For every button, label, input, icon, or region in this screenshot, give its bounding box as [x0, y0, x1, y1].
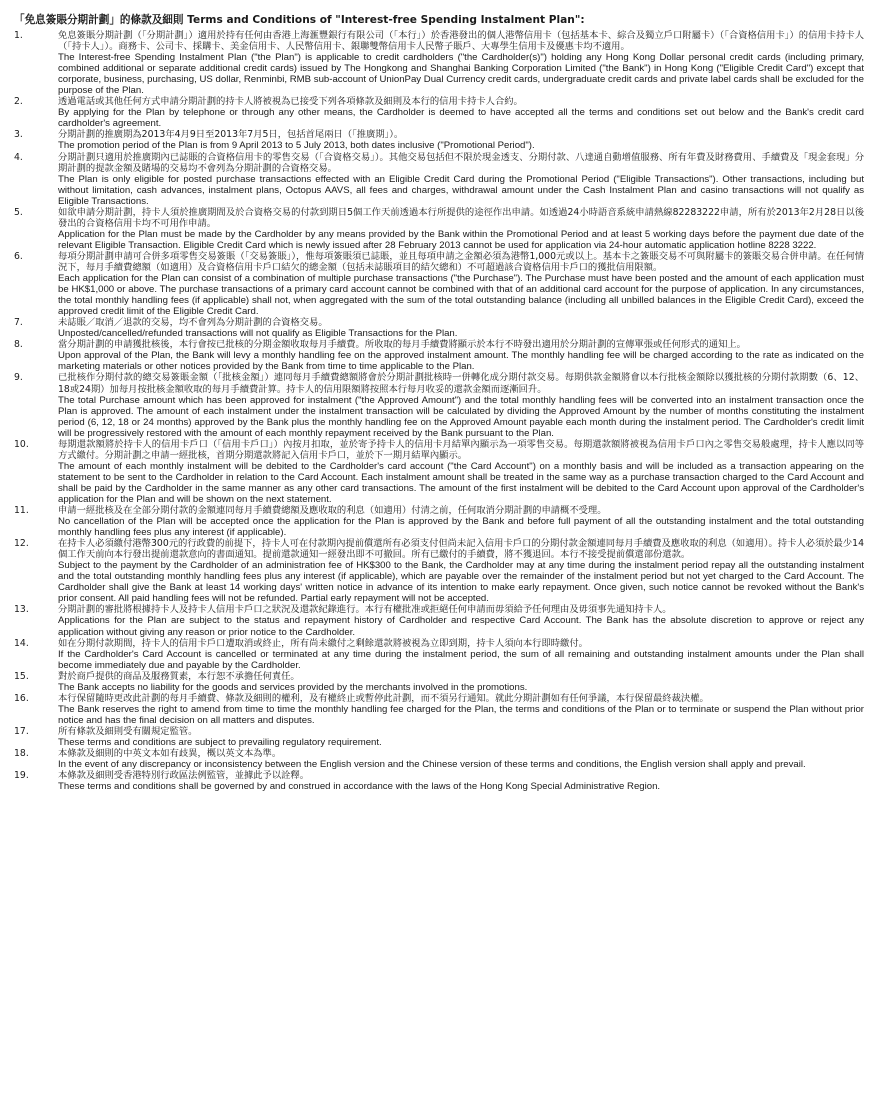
clause-body: [58, 439, 864, 505]
clause-body: [58, 638, 864, 671]
clause-body: [58, 726, 864, 748]
clause-number: 4.: [14, 151, 23, 163]
clause-body: [58, 604, 864, 637]
clause-chinese-text: 本條款及細則受香港特別行政區法例監管，並據此予以詮釋。: [58, 770, 310, 782]
clause-item: [14, 129, 864, 151]
clause-body: [58, 339, 864, 372]
clause-english-text: No cancellation of the Plan will be accepted once the application for the Plan is approved by the Bank and before full payment of all the outstanding instalment and the total outstanding monthly handling fees plus any interest (if applicable).: [58, 516, 864, 539]
clause-english-text: The Bank accepts no liability for the goods and services provided by the merchants involved in the promotions.: [58, 681, 528, 693]
clause-body: [58, 317, 864, 339]
clause-chinese-text: 透過電話或其他任何方式申請分期計劃的持卡人將被視為已接受下列各項條款及細則及本行的信用卡持卡人合約。: [58, 96, 523, 108]
clause-english-text: The total Purchase amount which has been approved for instalment ("the Approved Amount") and the total monthly handling fees will be converted into an instalment transaction once the Plan is approved. The amount of each instalment under the instalment transaction will be calculated by dividing the Approved Amount by the number of months constituting the instalment period (6, 12, 18 or 24 months) approved by the Bank plus the monthly handling fee on the Approved Amount payable each month during the instalment period. The Cardholder's credit limit will be progressively restored with the amount of each monthly repayment received by the Bank pursuant to the Plan.: [58, 394, 864, 439]
clause-number: 11.: [14, 505, 29, 517]
clause-english-text: Each application for the Plan can consist of a combination of multiple purchase transactions ("the Purchase"). The Purchase must have been posted and the amount of each application must be HK$1,000 or above. The purchase transactions of a primary card account cannot be combined with that of an additional card account for the purpose of application. In any circumstances, the total monthly handling fees (if applicable) shall not, when aggregated with the sum of the total outstanding balance (including all unbilled balances in the Eligible Credit Card), exceed the approved credit limit of the Eligible Credit Card.: [58, 273, 864, 318]
clause-body: [58, 207, 864, 251]
clause-body: [58, 372, 864, 438]
clause-number: 3.: [14, 129, 23, 141]
clause-body: [58, 748, 864, 770]
clause-item: [14, 439, 864, 505]
clause-body: [58, 538, 864, 604]
clause-chinese-text: 分期計劃的審批將根據持卡人及持卡人信用卡戶口之狀況及還款紀錄進行。本行有權批准或拒絕任何申請而毋須給予任何理由及毋須事先通知持卡人。: [58, 604, 672, 616]
clause-item: [14, 372, 864, 438]
clause-number: 18.: [14, 748, 29, 760]
clause-number: 17.: [14, 725, 29, 737]
clause-english-text: Subject to the payment by the Cardholder of an administration fee of HK$300 to the Bank, the Cardholder may at any time during the instalment period repay all the outstanding instalment and the total outstanding monthly handling fees plus any interest (if applicable), which are payable over the remainder of the instalment period but not yet charged to the Card Account. The Cardholder shall give the Bank at least 14 working days' written notice in advance of its intention to make early repayment. Once given, such notice cannot be revoked without the Bank's prior consent. All paid handling fees will not be refunded. Partial early repayment will not be accepted.: [58, 560, 864, 605]
clause-list: [14, 30, 864, 792]
clause-body: [58, 671, 864, 693]
clause-english-text: If the Cardholder's Card Account is cancelled or terminated at any time during the instalment period, the sum of all remaining and outstanding instalment amounts under the Plan shall become immediately due and payable by the Cardholder.: [58, 648, 864, 671]
clause-english-text: These terms and conditions shall be governed by and construed in accordance with the laws of the Hong Kong Special Administrative Region.: [58, 781, 661, 793]
clause-body: [58, 693, 864, 726]
clause-english-text: The promotion period of the Plan is from 9 April 2013 to 5 July 2013, both dates inclusive ("Promotional Period").: [58, 140, 535, 152]
clause-chinese-text: 每項分期計劃申請可合併多項零售交易簽賬（「交易簽賬」），惟每項簽賬須已誌賬，並且每項申請之金額必須為港幣1,000元或以上。基本卡之簽賬交易不可與附屬卡的簽賬交易合併申請。在任何情況下，每月手續費總額（如適用）及合資格信用卡戶口結欠的總金額（包括未誌賬項目的結欠總和）不可超過該合資格信用卡戶口的獲批信用限額。: [58, 250, 864, 273]
clause-number: 8.: [14, 339, 23, 351]
clause-number: 2.: [14, 96, 23, 108]
clause-english-text: Applications for the Plan are subject to the status and repayment history of Cardholder and respective Card Account. The Bank has the absolute discretion to approve or reject any application without giving any reason or prior notice to the Cardholder.: [58, 615, 864, 638]
clause-item: [14, 152, 864, 207]
clause-number: 14.: [14, 637, 29, 649]
clause-body: [58, 770, 864, 792]
clause-body: [58, 152, 864, 207]
clause-item: [14, 726, 864, 748]
clause-english-text: The Plan is only eligible for posted purchase transactions effected with an Eligible Credit Card during the Promotional Period ("Eligible Transactions"). Other transactions, including but without limitation, cash advances, instalment plans, Octopus AAVS, all fees and charges, withdrawal amount under the Cash Instalment Plan and casino transactions will not qualify as Eligible Transactions.: [58, 173, 864, 207]
clause-number: 5.: [14, 206, 23, 218]
document-title: 「免息簽賬分期計劃」的條款及細則 Terms and Conditions of "Interest-free Spending Instalment Plan":: [14, 14, 585, 26]
clause-item: [14, 317, 864, 339]
clause-body: [58, 96, 864, 129]
clause-english-text: In the event of any discrepancy or inconsistency between the English version and the Chinese version of these terms and conditions, the English version shall apply and prevail.: [58, 759, 806, 771]
clause-number: 7.: [14, 317, 23, 329]
clause-number: 12.: [14, 538, 29, 550]
clause-english-text: Application for the Plan must be made by the Cardholder by any means provided by the Bank within the Promotional Period and at least 5 working days before the payment due date of the relevant Eligible Transaction. Eligible Credit Card which is newly issued after 28 February 2013 cannot be used for application via 24-hour automatic application hotline 8228 3222.: [58, 228, 864, 251]
clause-chinese-text: 本行保留隨時更改此計劃的每月手續費、條款及細則的權利，及有權終止或暫停此計劃，而不須另行通知。就此分期計劃如有任何爭議，本行保留最終裁決權。: [58, 692, 709, 704]
clause-item: [14, 671, 864, 693]
clause-number: 10.: [14, 438, 29, 450]
clause-english-text: These terms and conditions are subject to prevailing regulatory requirement.: [58, 737, 382, 748]
clause-number: 1.: [14, 30, 23, 41]
clause-item: [14, 538, 864, 604]
clause-item: [14, 96, 864, 129]
clause-chinese-text: 每期還款額將於持卡人的信用卡戶口（「信用卡戶口」）內按月扣取，並於寄予持卡人的信用卡月結單內顯示為一項零售交易。每期還款額將被視為信用卡戶口內之零售交易般處理，持卡人應以同等方式繳付。分期計劃之申請一經批核，首期分期還款將記入信用卡戶口，並於下一期月結單內顯示。: [58, 438, 864, 461]
clause-chinese-text: 本條款及細則的中英文本如有歧異，概以英文本為準。: [58, 748, 282, 760]
clause-item: [14, 505, 864, 538]
clause-english-text: Unposted/cancelled/refunded transactions will not qualify as Eligible Transactions for the Plan.: [58, 328, 458, 340]
clause-chinese-text: 如在分期付款期間，持卡人的信用卡戶口遭取消或終止，所有尚未繳付之剩餘還款將被視為立即到期，持卡人須向本行即時繳付。: [58, 637, 588, 649]
clause-english-text: The Interest-free Spending Instalment Plan ("the Plan") is applicable to credit cardholders ("the Cardholder(s)") holding any Hong Kong Dollar personal credit cards (including primary, combined additional or separate additional credit cards) issued by The Hongkong and Shanghai Banking Corporation Limited ("the Bank") in Hong Kong ("Eligible Credit Card") except that corporate, business, purchasing, US dollar, Renminbi, RMB sub-account of UnionPay Dual Currency credit cards, undergraduate credit cards and private label cards shall be excluded for the purpose of the Plan.: [58, 52, 864, 97]
clause-item: [14, 638, 864, 671]
clause-item: [14, 604, 864, 637]
clause-number: 9.: [14, 372, 23, 384]
clause-item: [14, 748, 864, 770]
clause-item: [14, 339, 864, 372]
clause-body: [58, 251, 864, 317]
clause-english-text: By applying for the Plan by telephone or through any other means, the Cardholder is deemed to have accepted all the terms and conditions set out below and the Bank's credit card cardholder's agreement.: [58, 107, 864, 130]
clause-chinese-text: 申請一經批核及在全部分期付款的金額連同每月手續費總額及應收取的利息（如適用）付清之前，任何取消分期計劃的申請概不受理。: [58, 505, 607, 517]
clause-english-text: The amount of each monthly instalment will be debited to the Cardholder's card account ("the Card Account") on a monthly basis and will be included as a transaction appearing on the statement to be sent to the Cardholder in relation to the Card Account. Each instalment amount shall be treated in the same way as a purchase transaction charged to the Card Account and shall be paid by the Cardholder in the same manner as any other card transactions. The amount of the first instalment will be debited to the Card Account upon approval of the Cardholder's application for the Plan and will be shown on the next statement.: [58, 460, 864, 505]
clause-chinese-text: 未誌賬／取消／退款的交易，均不會列為分期計劃的合資格交易。: [58, 317, 328, 329]
clause-body: [58, 30, 864, 96]
clause-chinese-text: 所有條款及細則受有關規定監管。: [58, 725, 198, 737]
clause-chinese-text: 免息簽賬分期計劃（「分期計劃」）適用於持有任何由香港上海滙豐銀行有限公司（「本行」）於香港發出的個人港幣信用卡（包括基本卡、綜合及獨立戶口附屬卡）（「合資格信用卡」）的信用卡持卡人（「持卡人」）。商務卡、公司卡、採購卡、美金信用卡、人民幣信用卡、銀聯雙幣信用卡人民幣子賬戶、大專學生信用卡及優惠卡均不適用。: [58, 30, 864, 53]
clause-number: 15.: [14, 670, 29, 682]
clause-english-text: Upon approval of the Plan, the Bank will levy a monthly handling fee on the approved instalment amount. The monthly handling fee will be charged according to the rate as indicated on the marketing materials or other notices provided by the Bank from time to time applicable to the Plan.: [58, 350, 864, 373]
clause-english-text: The Bank reserves the right to amend from time to time the monthly handling fee charged for the Plan, the terms and conditions of the Plan or to terminate or suspend the Plan without prior notice and has the final decision on all matters and disputes.: [58, 703, 864, 726]
clause-item: [14, 770, 864, 792]
clause-chinese-text: 當分期計劃的申請獲批核後，本行會按已批核的分期金額收取每月手續費。所收取的每月手續費將顯示於本行不時發出適用於分期計劃的宣傳單張或任何形式的通知上。: [58, 339, 746, 351]
clause-chinese-text: 已批核作分期付款的總交易簽賬金額（「批核金額」）連同每月手續費總額將會於分期計劃批核時一併轉化成分期付款交易。每期供款金額將會以本行批核金額除以獲批核的分期付款期數（6、12、18或24期）加每月按批核金額收取的每月手續費計算。持卡人的信用限額將按照本行每月收妥的還款金額而逐漸回升。: [58, 372, 864, 395]
clause-item: [14, 30, 864, 96]
clause-item: [14, 693, 864, 726]
clause-chinese-text: 如欲申請分期計劃，持卡人須於推廣期間及於合資格交易的付款到期日5個工作天前透過本行所提供的途徑作出申請。如透過24小時語音系統申請熱線82283222申請，所有於2013年2月28日以後發出的合資格信用卡均不可用作申請。: [58, 206, 864, 229]
clause-chinese-text: 在持卡人必須繳付港幣300元的行政費的前提下，持卡人可在付款期內提前償還所有必須支付但尚未記入信用卡戶口的分期付款金額連同每月手續費及應收取的利息（如適用）。持卡人必須於最少14個工作天前向本行發出提前還款意向的書面通知。提前還款通知一經發出即不可撤回。所有已繳付的手續費，將不獲退回。本行不接受提前償還部份還款。: [58, 538, 864, 561]
clause-item: [14, 251, 864, 317]
clause-chinese-text: 分期計劃只適用於推廣期內已誌賬的合資格信用卡的零售交易（「合資格交易」）。其他交易包括但不限於現金透支、分期付款、八達通自動增值服務、所有年費及財務費用、手續費及「現金套現」分期計劃的提款金額及賭場的交易均不會列為分期計劃的合資格交易。: [58, 151, 864, 174]
clause-number: 16.: [14, 692, 29, 704]
clause-item: [14, 207, 864, 251]
clause-chinese-text: 分期計劃的推廣期為2013年4月9日至2013年7月5日，包括首尾兩日（「推廣期」）。: [58, 129, 404, 141]
clause-body: [58, 129, 864, 151]
clause-number: 6.: [14, 250, 23, 262]
clause-chinese-text: 對於商戶提供的商品及服務質素，本行恕不承擔任何責任。: [58, 670, 300, 682]
clause-number: 13.: [14, 604, 29, 616]
clause-body: [58, 505, 864, 538]
clause-number: 19.: [14, 770, 29, 782]
